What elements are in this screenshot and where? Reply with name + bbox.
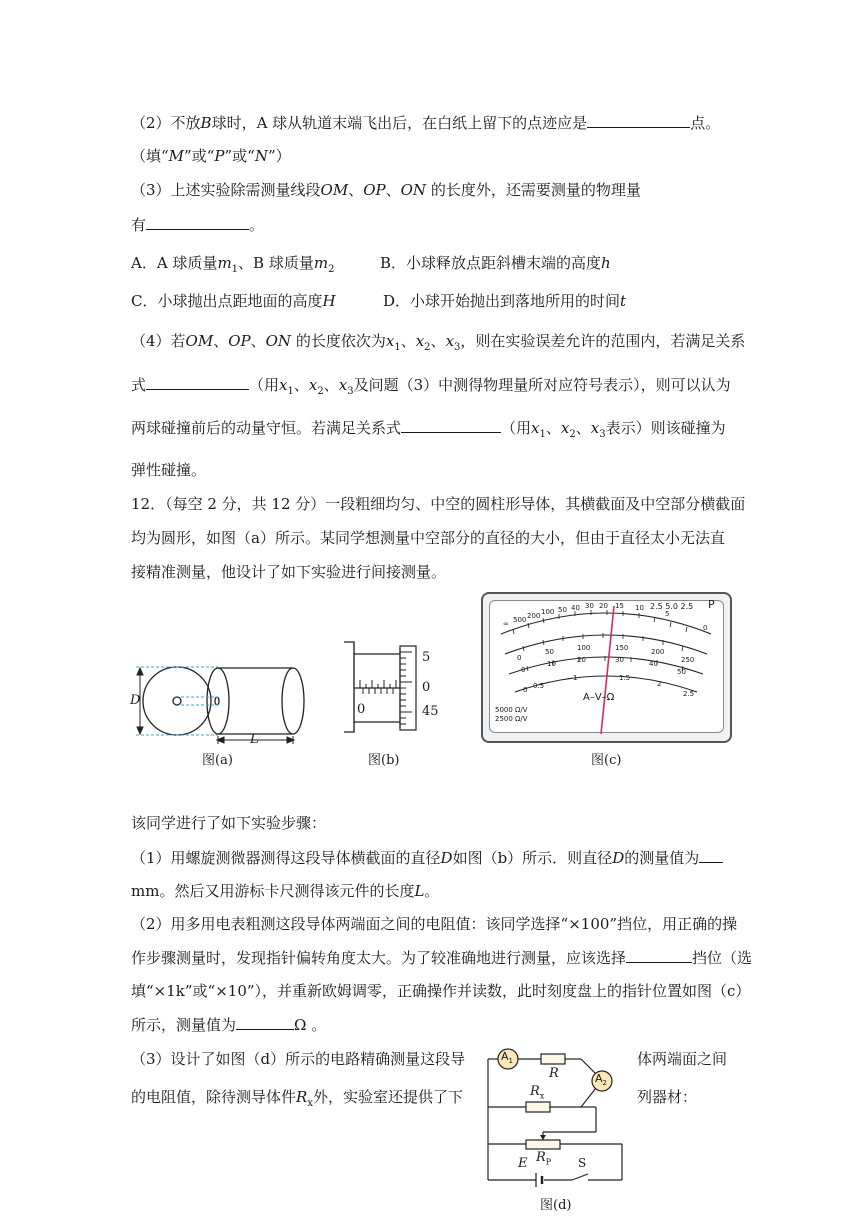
option-d (383, 291, 626, 311)
figure-d-caption: 图(d) (540, 1198, 572, 1213)
text: 该同学进行了如下实验步骤： (131, 814, 327, 832)
tick-label: 250 (681, 656, 695, 664)
label-L: L (250, 732, 259, 747)
text: 、 (575, 419, 591, 437)
step3-line2 (131, 1087, 463, 1114)
tick-label: 30 (585, 602, 594, 610)
figure-d (478, 1044, 628, 1194)
figure-a-caption: 图(a) (202, 753, 233, 768)
var-t: t (620, 292, 627, 310)
tick-label: 0 (521, 666, 526, 674)
meter-label: A–V–Ω (583, 692, 615, 703)
var-x: x (590, 419, 600, 437)
text: 、B 球质量 (238, 254, 314, 272)
answer-blank[interactable] (587, 112, 690, 128)
text: Ω 。 (294, 1016, 327, 1034)
tick-label: 40 (649, 660, 658, 668)
text: 、 (250, 332, 266, 350)
text: 如图（b）所示．则直径 (452, 849, 613, 867)
text: 所示，测量值为 (131, 1016, 237, 1034)
q11-part3-line1 (131, 180, 641, 200)
var-x: x (560, 419, 570, 437)
sub: 3 (347, 386, 354, 397)
q11-part4-line4 (131, 460, 206, 480)
text: （2）不放 (131, 114, 201, 132)
text: 作步骤测量时，发现指针偏转角度太大。为了较准确地进行测量，应该选择 (131, 949, 627, 967)
sub: 1 (394, 342, 401, 353)
var-D: D (440, 849, 453, 867)
var-H: H (322, 292, 336, 310)
q12-intro-line3 (131, 562, 446, 582)
text: mm。然后又用游标卡尺测得该元件的长度 (131, 882, 415, 900)
text: 接精准测量，他设计了如下实验进行间接测量。 (131, 563, 447, 581)
text: D．小球开始抛出到落地所用的时间 (383, 292, 621, 310)
tick-label: 1.5 (619, 674, 631, 682)
resistor-r-label: R (549, 1066, 559, 1081)
text: 外，实验室还提供了下 (312, 1088, 463, 1106)
sub: x (307, 1098, 313, 1109)
ammeter-a1-label (501, 1050, 513, 1065)
sub: 2 (424, 342, 431, 353)
steps-title (131, 813, 326, 833)
text: 的电阻值，除待测导体件 (131, 1088, 297, 1106)
sub: 1 (231, 264, 239, 275)
meter-needle (601, 606, 614, 734)
q11-part3-line2 (131, 214, 264, 235)
text: 的测量值为 (624, 849, 700, 867)
var-m: m (313, 254, 329, 272)
sub: x (539, 1091, 545, 1101)
figure-c-caption: 图(c) (591, 753, 622, 768)
var-x: x (385, 332, 395, 350)
var-ON: ON (400, 181, 427, 199)
q12-intro-line1 (131, 494, 745, 514)
text: 挡位（选 (692, 949, 753, 967)
var-x: x (338, 376, 348, 394)
text: 弹性碰撞。 (131, 461, 207, 479)
var-L: L (414, 882, 425, 900)
text: A (595, 1072, 603, 1085)
tick-label: 0 (517, 654, 522, 662)
step3-line2-right (637, 1087, 697, 1107)
sub: 2 (317, 386, 324, 397)
text: （用 (501, 419, 532, 437)
text: 及问题（3）中测得物理量所对应符号表示），则可以认为 (353, 376, 731, 394)
var-R: R (530, 1084, 540, 1099)
text: 表示）则该碰撞为 (605, 419, 726, 437)
tick-label: 0 (357, 702, 366, 717)
text: 。 (249, 216, 265, 234)
tick-label: 40 (571, 604, 580, 612)
var-R: R (296, 1088, 308, 1106)
var-P: P (214, 147, 225, 165)
step2-line3 (131, 981, 750, 1001)
tick-label: 2.5 (683, 690, 695, 698)
ammeter-a2-label (595, 1072, 607, 1087)
text: C．小球抛出点距地面的高度 (131, 292, 323, 310)
text: B．小球释放点距斜槽末端的高度 (380, 254, 602, 272)
step2-line2 (131, 947, 752, 968)
sub: 3 (454, 342, 461, 353)
answer-blank[interactable] (236, 1014, 294, 1030)
text: 均为圆形，如图（a）所示。某同学想测量中空部分的直径的大小，但由于直径太小无法直 (131, 529, 725, 547)
tick-label: 2 (657, 680, 662, 688)
figure-c (481, 592, 732, 743)
answer-blank[interactable] (626, 947, 692, 963)
text: （3）设计了如图（d）所示的电路精确测量这段导 (131, 1050, 466, 1068)
tick-label: 1 (573, 674, 578, 682)
var-x: x (279, 376, 288, 394)
text: （1）用螺旋测微器测得这段导体横截面的直径 (131, 849, 441, 867)
text: 两球碰撞前后的动量守恒。若满足关系式 (131, 419, 402, 437)
text: 的长度外，还需要测量的物理量 (426, 181, 641, 199)
var-R: R (536, 1150, 546, 1165)
sub: 1 (287, 386, 294, 397)
text: A (501, 1050, 509, 1063)
tick-label: 15 (615, 602, 624, 610)
tick-label: 100 (577, 644, 591, 652)
text: 点。 (690, 114, 721, 132)
text: 体两端面之间 (637, 1050, 728, 1068)
var-OP: OP (228, 332, 251, 350)
micrometer-diagram (338, 640, 468, 750)
tick-label: 20 (577, 656, 586, 664)
tick-label: ∞ (503, 620, 509, 628)
tick-label: 10 (635, 604, 644, 612)
text: （4）若 (131, 332, 186, 350)
spec-label: 2500 Ω/V (495, 715, 528, 723)
var-OM: OM (185, 332, 214, 350)
text: （填“ (131, 147, 169, 165)
var-D: D (612, 849, 625, 867)
text: 、 (323, 376, 339, 394)
sub: P (545, 1157, 552, 1167)
step3-line1 (131, 1049, 465, 1069)
text: 12．（每空 2 分，共 12 分）一段粗细均匀、中空的圆柱形导体，其横截面及中空部分横截面 (131, 495, 746, 513)
text: 、 (213, 332, 229, 350)
answer-blank[interactable] (699, 847, 723, 863)
text: 、 (293, 376, 309, 394)
step2-line4 (131, 1014, 326, 1035)
var-m: m (217, 254, 232, 272)
text: （用 (249, 376, 280, 394)
text: 球时，A 球从轨道末端飞出后，在白纸上留下的点迹应是 (211, 114, 588, 132)
text: 的长度依次为 (291, 332, 386, 350)
text: 、 (430, 332, 446, 350)
var-M: M (168, 147, 185, 165)
sub: 1 (539, 429, 546, 440)
answer-blank[interactable] (401, 417, 501, 433)
text: 、 (348, 181, 364, 199)
sub: 3 (599, 429, 606, 440)
text: 、 (545, 419, 561, 437)
var-ON: ON (265, 332, 292, 350)
text: 、 (400, 332, 416, 350)
var-x: x (531, 419, 540, 437)
text: A．A 球质量 (131, 254, 218, 272)
text: 有 (131, 216, 147, 234)
var-B: B (200, 114, 212, 132)
text: （3）上述实验除需测量线段 (131, 181, 321, 199)
var-h: h (601, 254, 611, 272)
var-x: x (445, 332, 455, 350)
tick-label: 0 (703, 624, 708, 632)
text: ”或“ (224, 147, 255, 165)
sub: 2 (602, 1079, 607, 1088)
tick-label: 500 (513, 616, 527, 624)
q11-part4-line2 (131, 374, 731, 402)
var-x: x (415, 332, 425, 350)
label-P: P (708, 598, 715, 611)
var-OM: OM (320, 181, 349, 199)
text: 式 (131, 376, 147, 394)
tick-label: 0 (422, 680, 431, 695)
text: ”） (267, 147, 291, 165)
q11-part2-line1 (131, 112, 720, 133)
label-D: D (130, 693, 141, 708)
spec-label: 5000 Ω/V (495, 706, 528, 714)
q11-part2-hint (131, 146, 291, 166)
step3-line1-right (637, 1049, 727, 1069)
option-c (131, 291, 336, 311)
text: 列器材： (637, 1088, 698, 1106)
tick-label: 50 (677, 668, 686, 676)
switch-label: S (578, 1156, 587, 1170)
sub: 2 (328, 264, 335, 275)
var-N: N (254, 147, 268, 165)
tick-label: 50 (545, 648, 554, 656)
step1-line2 (131, 881, 439, 901)
tick-label: 150 (615, 644, 629, 652)
var-OP: OP (363, 181, 386, 199)
q11-part4-line1 (131, 331, 745, 358)
sub: 1 (508, 1057, 513, 1066)
text: 。 (424, 882, 440, 900)
sub: 2 (569, 429, 576, 440)
option-b (380, 253, 611, 273)
text: （2）用多用电表粗测这段导体两端面之间的电阻值：该同学选择“×100”挡位，用正确的操 (131, 915, 738, 933)
step1-line1 (131, 847, 723, 868)
tick-label: 100 (541, 608, 555, 616)
answer-blank[interactable] (146, 214, 249, 230)
text: ”或“ (184, 147, 215, 165)
option-a (131, 253, 334, 280)
text: 、 (385, 181, 401, 199)
tick-label: 30 (615, 656, 624, 664)
tick-label: 200 (527, 612, 541, 620)
tick-label: 20 (599, 602, 608, 610)
tick-label: 0.5 (533, 682, 545, 690)
q12-intro-line2 (131, 528, 725, 548)
text: 填“×1k”或“×10”），并重新欧姆调零，正确操作并读数，此时刻度盘上的指针位置如图（c） (131, 982, 751, 1000)
figure-b-caption: 图(b) (368, 753, 400, 768)
step2-line1 (131, 914, 737, 934)
q11-part4-line3 (131, 417, 726, 445)
tick-label: 5 (422, 650, 431, 665)
text: ，则在实验误差允许的范围内，若满足关系 (460, 332, 746, 350)
tick-label: 50 (558, 606, 567, 614)
battery-label: E (518, 1156, 528, 1171)
tick-label: 10 (547, 660, 556, 668)
tick-label: 200 (651, 648, 665, 656)
tick-label: 0 (523, 686, 528, 694)
answer-blank[interactable] (146, 374, 249, 390)
var-x: x (308, 376, 318, 394)
range-label: 2.5 5.0 2.5 (650, 602, 694, 611)
figure-b (338, 640, 468, 750)
tick-label: 5 (665, 610, 670, 618)
rheostat-label (536, 1150, 551, 1167)
resistor-rx-label (530, 1084, 544, 1101)
tick-label: 45 (422, 704, 439, 719)
